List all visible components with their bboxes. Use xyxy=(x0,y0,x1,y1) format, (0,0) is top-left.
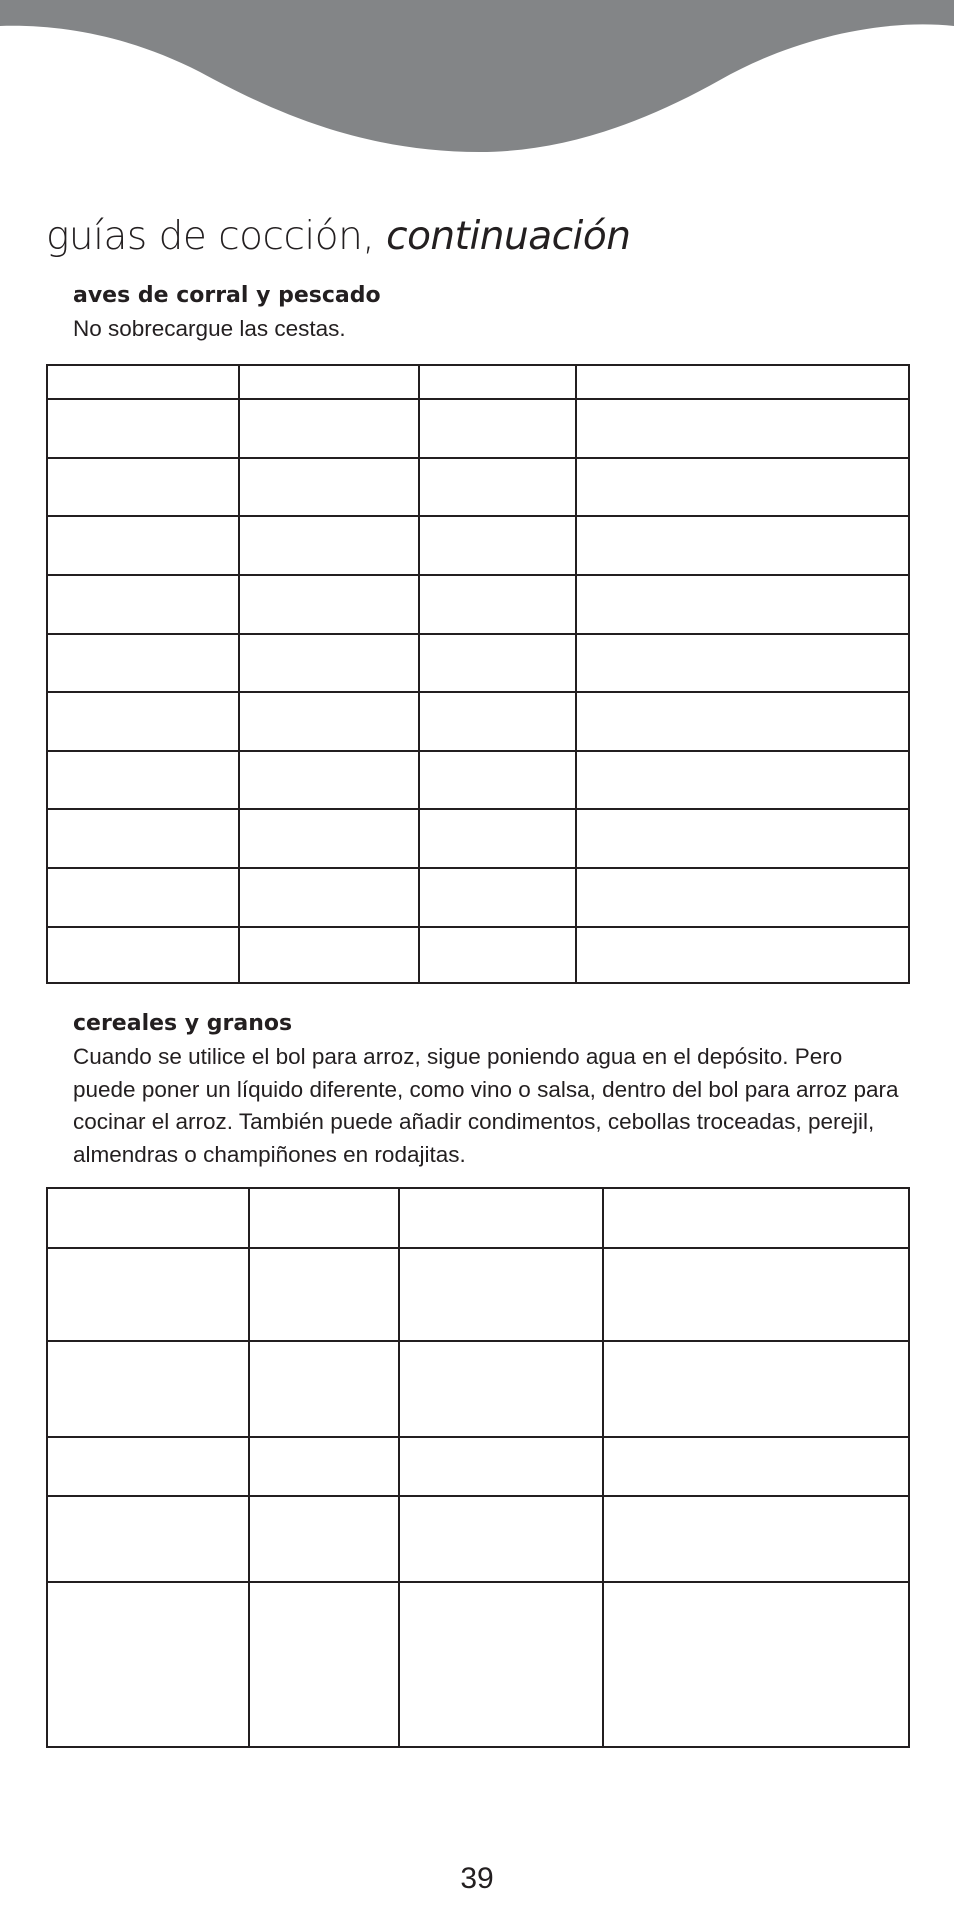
table-row-divider xyxy=(48,398,908,400)
table-column-divider xyxy=(398,1189,400,1746)
table-row-divider xyxy=(48,1247,908,1249)
page-title-main: guías de cocción, xyxy=(46,214,375,259)
table-column-divider xyxy=(602,1189,604,1746)
page-title xyxy=(46,214,630,259)
page-number: 39 xyxy=(460,1862,494,1895)
table-row-divider xyxy=(48,633,908,635)
table-row-divider xyxy=(48,867,908,869)
table-row-divider xyxy=(48,457,908,459)
table-row-divider xyxy=(48,1495,908,1497)
table-row-divider xyxy=(48,574,908,576)
poultry-fish-table xyxy=(46,364,910,984)
table-row-divider xyxy=(48,1436,908,1438)
table-row-divider xyxy=(48,1581,908,1583)
table-row-divider xyxy=(48,808,908,810)
cereals-grains-text: Cuando se utilice el bol para arroz, sigue poniendo agua en el depósito. Pero puede poner un líquido diferente, como vino o salsa, dentro del bol para arroz para cocinar el arroz. También puede añadir condimentos, cebollas troceadas, perejil, almendras o champiñones en rodajitas. xyxy=(73,1044,899,1167)
poultry-fish-heading: aves de corral y pescado xyxy=(73,283,381,308)
page-title-continuation: continuación xyxy=(386,214,631,259)
table-row-divider xyxy=(48,691,908,693)
table-column-divider xyxy=(248,1189,250,1746)
table-column-divider xyxy=(238,366,240,982)
decorative-header-wave xyxy=(0,0,954,160)
table-row-divider xyxy=(48,750,908,752)
table-column-divider xyxy=(418,366,420,982)
cereals-grains-table xyxy=(46,1187,910,1748)
poultry-fish-note: No sobrecargue las cestas. xyxy=(73,316,346,341)
table-row-divider xyxy=(48,1340,908,1342)
cereals-grains-heading: cereales y granos xyxy=(73,1011,293,1036)
table-row-divider xyxy=(48,926,908,928)
table-row-divider xyxy=(48,515,908,517)
table-column-divider xyxy=(575,366,577,982)
